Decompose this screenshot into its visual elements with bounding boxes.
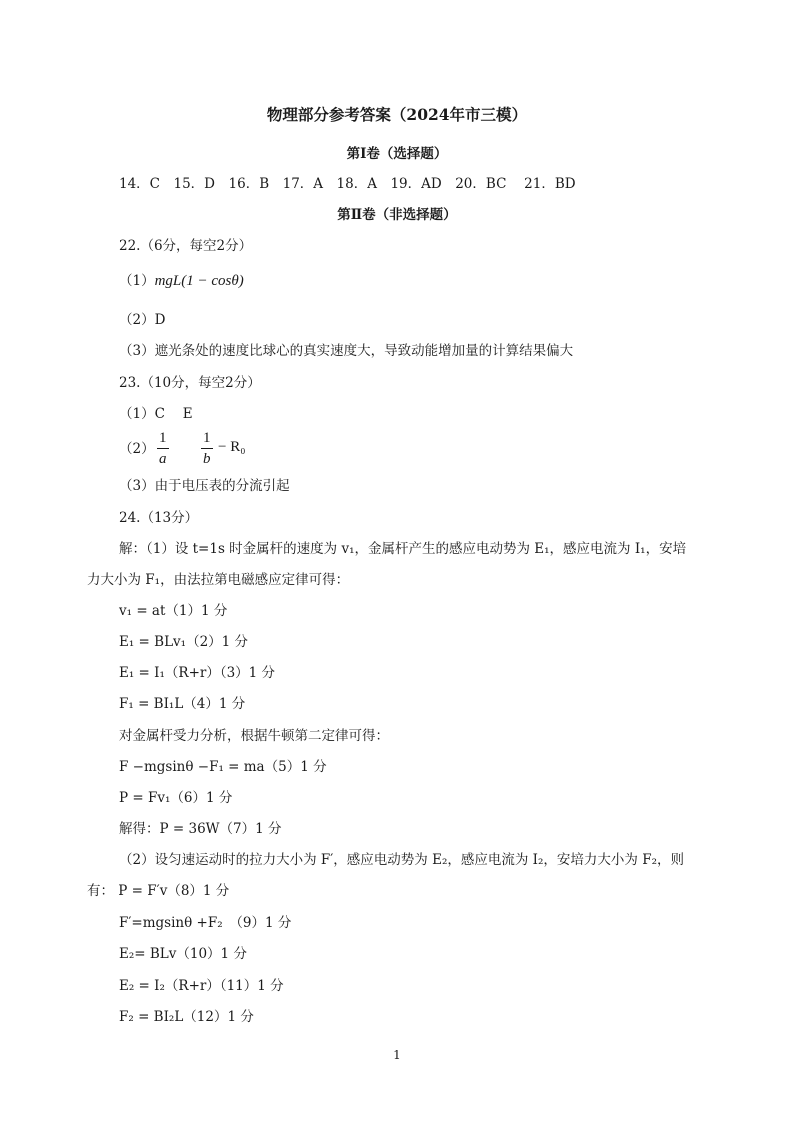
q22-part2: （2）D — [119, 312, 166, 328]
fraction-numerator: 1 — [157, 428, 169, 449]
q24-solution-line1: 解：（1）设 t=1s 时金属杆的速度为 v₁，金属杆产生的感应电动势为 E₁，感应电流为 I₁，安培 — [119, 541, 687, 557]
q23-header: 23.（10分，每空2分） — [119, 375, 261, 391]
q24-part2-line2: 有： P = F′v（8）1 分 — [87, 883, 230, 899]
equation-10: E₂= BLv（10）1 分 — [119, 946, 247, 962]
equation-4: F₁ = BI₁L（4）1 分 — [119, 696, 246, 712]
choice-answers: 14．C 15．D 16．B 17．A 18．A 19．AD 20．BC 21．BD — [119, 176, 576, 192]
q24-part2-line1: （2）设匀速运动时的拉力大小为 F′，感应电动势为 E₂，感应电流为 I₂，安培力大小为 F₂，则 — [119, 852, 684, 868]
minus-r0: − R₀ — [218, 439, 246, 455]
equation-12: F₂ = BI₂L（12）1 分 — [119, 1009, 254, 1025]
q22-header: 22.（6分，每空2分） — [119, 238, 253, 254]
fraction-denominator: a — [159, 451, 167, 467]
q22-part1-label: （1） — [119, 273, 155, 289]
section-title-2: 第Ⅱ卷（非选择题） — [337, 207, 457, 223]
document-title: 物理部分参考答案（2024年市三模） — [266, 105, 528, 124]
section-title-1: 第Ⅰ卷（选择题） — [346, 146, 448, 162]
q23-part1: （1）C E — [119, 406, 193, 422]
q24-header: 24.（13分） — [119, 510, 199, 526]
q22-part1 — [119, 272, 244, 290]
q24-newton-text: 对金属杆受力分析，根据牛顿第二定律可得： — [119, 728, 389, 744]
equation-11: E₂ = I₂（R+r）（11）1 分 — [119, 978, 284, 994]
fraction-numerator: 1 — [201, 428, 213, 449]
equation-3: E₁ = I₁（R+r）（3）1 分 — [119, 665, 276, 681]
equation-7: 解得：P = 36W（7）1 分 — [119, 821, 282, 837]
q23-part3: （3）由于电压表的分流引起 — [119, 478, 290, 494]
q22-part3: （3）遮光条处的速度比球心的真实速度大，导致动能增加量的计算结果偏大 — [119, 343, 574, 359]
equation-9: F′=mgsinθ +F₂ （9）1 分 — [119, 915, 292, 931]
q23-part2-label: （2） — [119, 441, 155, 457]
q24-solution-line2: 力大小为 F₁，由法拉第电磁感应定律可得： — [87, 572, 350, 588]
equation-2: E₁ = BLv₁（2）1 分 — [119, 634, 249, 650]
fraction-denominator: b — [203, 451, 211, 467]
fraction-one-over-b — [201, 428, 213, 469]
equation-6: P = Fv₁（6）1 分 — [119, 790, 233, 806]
q22-part1-formula: mgL(1 − cosθ) — [154, 273, 244, 289]
equation-1: v₁ = at（1）1 分 — [119, 603, 228, 619]
fraction-one-over-a — [157, 428, 169, 469]
page-number: 1 — [393, 1048, 401, 1062]
equation-5: F −mgsinθ −F₁ = ma（5）1 分 — [119, 759, 327, 775]
